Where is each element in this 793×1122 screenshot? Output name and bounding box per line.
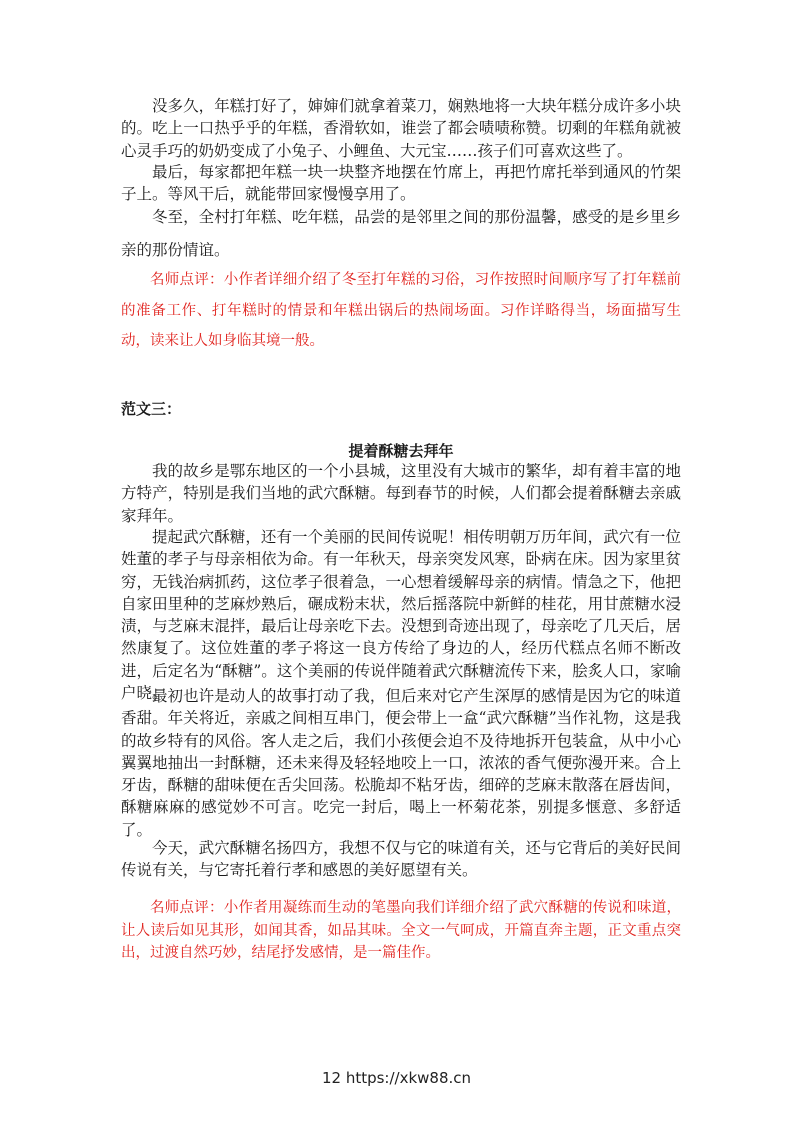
article-teacher-comment: 名师点评：小作者用凝练而生动的笔墨向我们详细介绍了武穴酥糖的传说和味道，让人读后如见其形，如闻其香，如品其味。全文一气呵成，开篇直奔主题，正文重点突出，过渡自然巧妙，结尾抒发感情，是一篇佳作。 bbox=[121, 900, 681, 961]
section-heading: 范文三： bbox=[121, 400, 182, 418]
prev-paragraph-1: 没多久，年糕打好了，婶婶们就拿着菜刀，娴熟地将一大块年糕分成许多小块的。吃上一口热乎乎的年糕，香滑软如，谁尝了都会啧啧称赞。切剩的年糕角就被心灵手巧的奶奶变成了小兔子、小鲤鱼、大元宝……孩子们可喜欢这些了。 bbox=[121, 97, 681, 160]
article-paragraph-4: 今天，武穴酥糖名扬四方，我想不仅与它的味道有关，还与它背后的美好民间传说有关，与它寄托着行孝和感恩的美好愿望有关。 bbox=[121, 839, 681, 880]
article-paragraph-2: 提起武穴酥糖，还有一个美丽的民间传说呢！相传明朝万历年间，武穴有一位姓董的孝子与母亲相依为命。有一年秋天，母亲突发风寒，卧病在床。因为家里贫穷，无钱治病抓药，这位孝子很着急，一心想着缓解母亲的病情。情急之下，他把自家田里种的芝麻炒熟后，碾成粉末状，然后摇落院中新鲜的桂花，用甘蔗糖水浸渍，与芝麻末混拌，最后让母亲吃下去。没想到奇迹出现了，母亲吃了几天后，居然康复了。这位姓董的孝子将这一良方传给了身边的人，经历代糕点名师不断改进，后定名为“酥糖”。这个美丽的传说伴随着武穴酥糖流传下来，脍炙人口，家喻户晓。 bbox=[121, 528, 681, 703]
article-title: 提着酥糖去拜年 bbox=[348, 442, 454, 460]
prev-teacher-comment: 名师点评：小作者详细介绍了冬至打年糕的习俗，习作按照时间顺序写了打年糕前的准备工作、打年糕时的情景和年糕出锅后的热闹场面。习作详略得当，场面描写生动，读来让人如身临其境一般。 bbox=[121, 272, 681, 349]
article-paragraph-3: 最初也许是动人的故事打动了我，但后来对它产生深厚的感情是因为它的味道香甜。年关将近，亲戚之间相互串门，便会带上一盒“武穴酥糖”当作礼物，这是我的故乡特有的风俗。客人走之后，我们小孩便会迫不及待地拆开包装盒，从中小心翼翼地抽出一封酥糖，还未来得及轻轻地咬上一口，浓浓的香气便弥漫开来。合上牙齿，酥糖的甜味便在舌尖回荡。松脆却不粘牙齿，细碎的芝麻末散落在唇齿间，酥糖麻麻的感觉妙不可言。吃完一封后，喝上一杯菊花茶，别提多惬意、多舒适了。 bbox=[121, 687, 681, 839]
article-paragraph-1: 我的故乡是鄂东地区的一个小县城，这里没有大城市的繁华，却有着丰富的地方特产，特别是我们当地的武穴酥糖。每到春节的时候，人们都会提着酥糖去亲戚家拜年。 bbox=[121, 462, 681, 525]
prev-paragraph-3: 冬至，全村打年糕、吃年糕，品尝的是邻里之间的那份温馨，感受的是乡里乡亲的那份情谊。 bbox=[121, 208, 681, 259]
prev-paragraph-2: 最后，每家都把年糕一块一块整齐地摆在竹席上，再把竹席托举到通风的竹架子上。等风干后，就能带回家慢慢享用了。 bbox=[121, 163, 681, 204]
page-footer: 12 https://xkw88.cn bbox=[321, 1069, 472, 1087]
